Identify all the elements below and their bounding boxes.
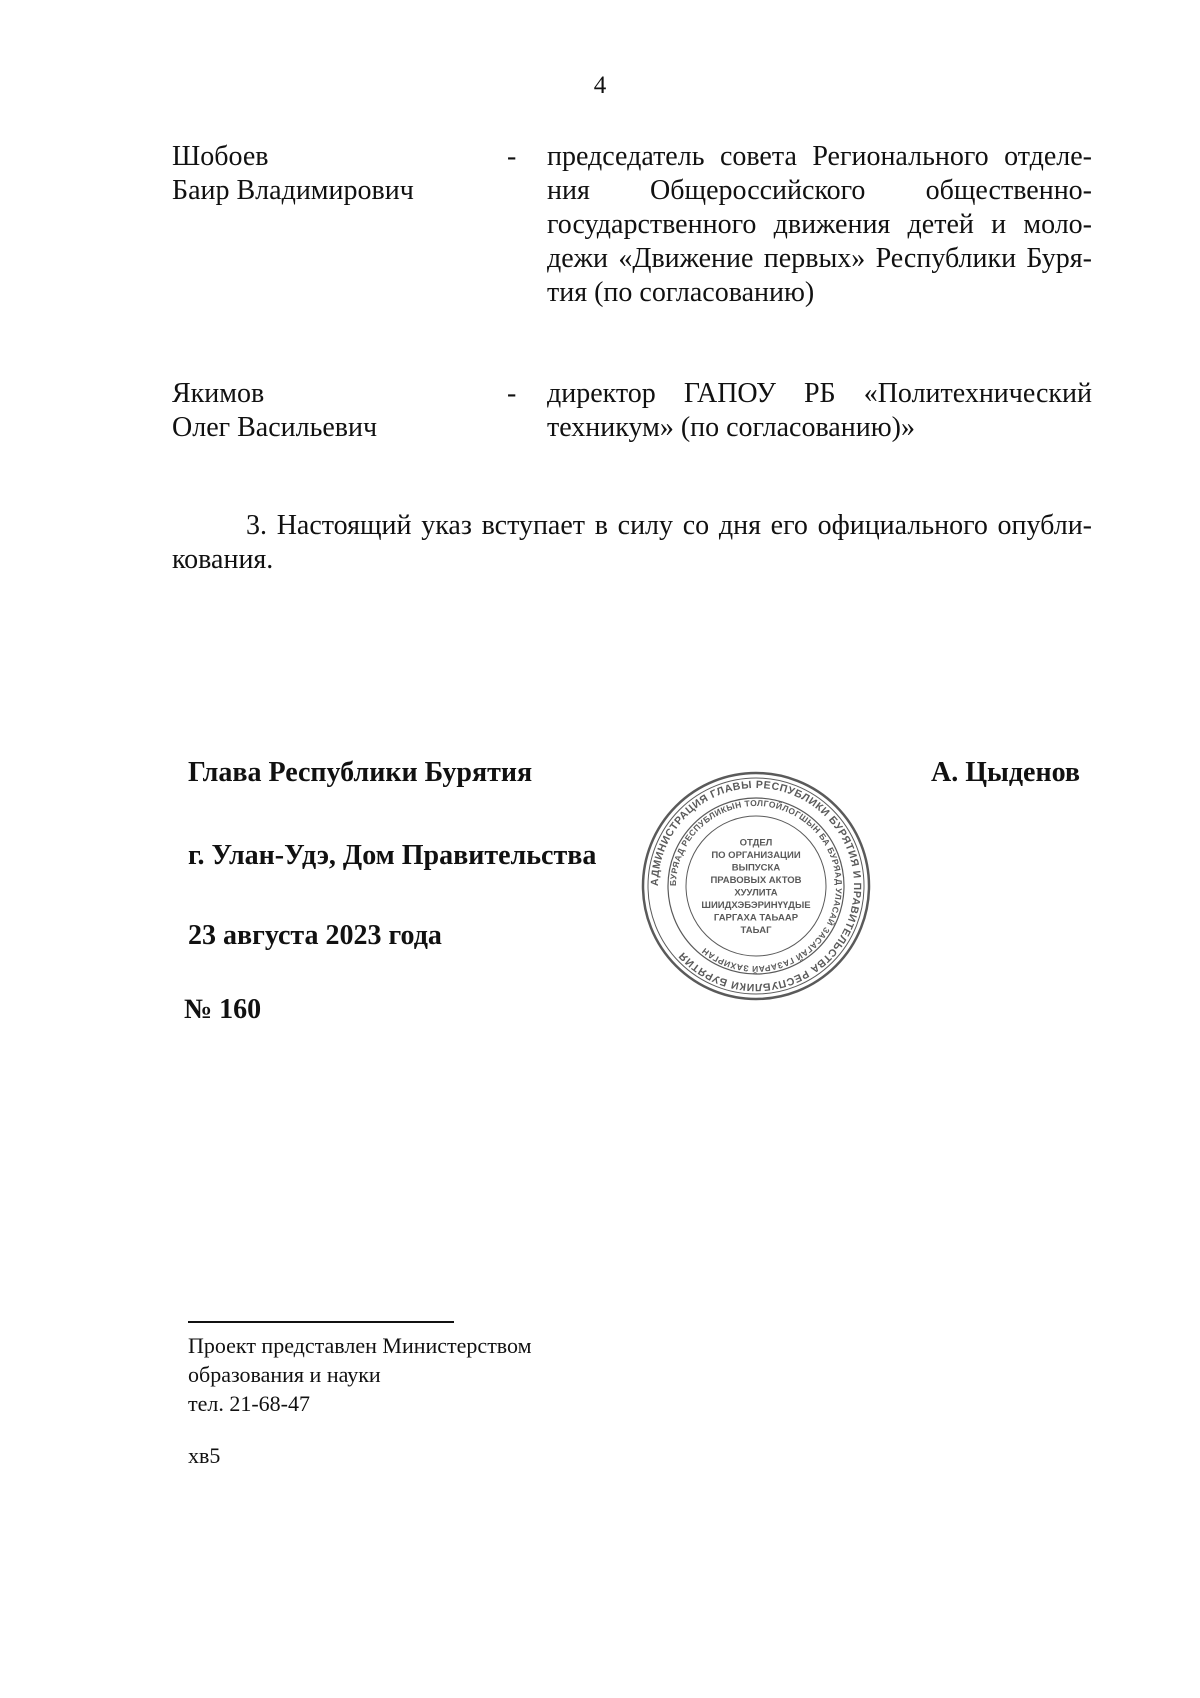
description-line: ния Общероссийского общественно- — [547, 175, 1092, 206]
footer-line: образования и науки — [188, 1362, 381, 1387]
member-description — [547, 377, 1092, 445]
description-line: тия (по согласованию) — [547, 277, 815, 308]
decree-number: № 160 — [184, 994, 262, 1025]
footer-divider — [188, 1321, 454, 1323]
member-given-names: Олег Васильевич — [172, 412, 378, 443]
member-name — [172, 140, 472, 208]
member-name — [172, 377, 472, 445]
description-line: государственного движения детей и моло- — [547, 209, 1092, 240]
document-code: хв5 — [188, 1443, 221, 1468]
description-line: директор ГАПОУ РБ «Политехнический — [547, 378, 1092, 409]
footer-line: Проект представлен Министерством — [188, 1333, 532, 1358]
signer-position: Глава Республики Бурятия — [188, 757, 533, 788]
stamp-center-line: ТАЬАГ — [740, 924, 772, 936]
member-given-names: Баир Владимирович — [172, 175, 414, 206]
member-dash: - — [507, 378, 517, 409]
stamp-seal-graphic — [640, 770, 872, 1002]
description-line: техникум» (по согласованию)» — [547, 412, 915, 443]
clause-paragraph — [172, 509, 1092, 577]
signing-place: г. Улан-Удэ, Дом Правительства — [188, 840, 597, 871]
stamp-center-line: ШИИДХЭБЭРИНҮҮДЫЕ — [701, 899, 811, 911]
description-line: дежи «Движение первых» Республики Буря- — [547, 243, 1092, 274]
member-surname: Якимов — [172, 378, 265, 409]
official-stamp — [640, 770, 872, 1002]
stamp-center-line: ХУУЛИТА — [734, 887, 778, 899]
commission-member — [172, 377, 1092, 447]
signing-date: 23 августа 2023 года — [188, 920, 442, 951]
stamp-center-line: ОТДЕЛ — [739, 837, 773, 849]
footer-phone: тел. 21-68-47 — [188, 1391, 311, 1416]
svg-text:АДМИНИСТРАЦИЯ ГЛАВЫ РЕСПУБЛИКИ: АДМИНИСТРАЦИЯ ГЛАВЫ РЕСПУБЛИКИ БУРЯТИЯ И ПРАВИТЕЛЬСТВА РЕСПУБЛИКИ БУРЯТИЯ — [648, 778, 864, 994]
page-number: 4 — [593, 72, 607, 99]
stamp-center-line: ПРАВОВЫХ АКТОВ — [710, 874, 802, 886]
member-description — [547, 140, 1092, 310]
stamp-center-line: ПО ОРГАНИЗАЦИИ — [711, 849, 801, 861]
stamp-center-line: ГАРГАХА ТАЬААР — [713, 912, 799, 924]
member-dash: - — [507, 141, 517, 172]
footer-note — [188, 1331, 532, 1418]
svg-text:БУРЯАД РЕСПУБЛИКЫН ТОЛГОЙЛОГШЫ: БУРЯАД РЕСПУБЛИКЫН ТОЛГОЙЛОГШЫН БА БУРЯАД УЛАСАЙ ЗАСАГАЙ ГАЗАРАЙ ЗАХИРГАН — [667, 797, 845, 975]
signer-name: А. Цыденов — [930, 757, 1080, 788]
member-surname: Шобоев — [172, 141, 269, 172]
clause-line: кования. — [172, 544, 274, 575]
commission-member — [172, 140, 1092, 320]
clause-line: 3. Настоящий указ вступает в силу со дня его официального опубли- — [246, 510, 1092, 541]
description-line: председатель совета Регионального отделе- — [547, 141, 1092, 172]
stamp-center-line: ВЫПУСКА — [731, 862, 781, 874]
